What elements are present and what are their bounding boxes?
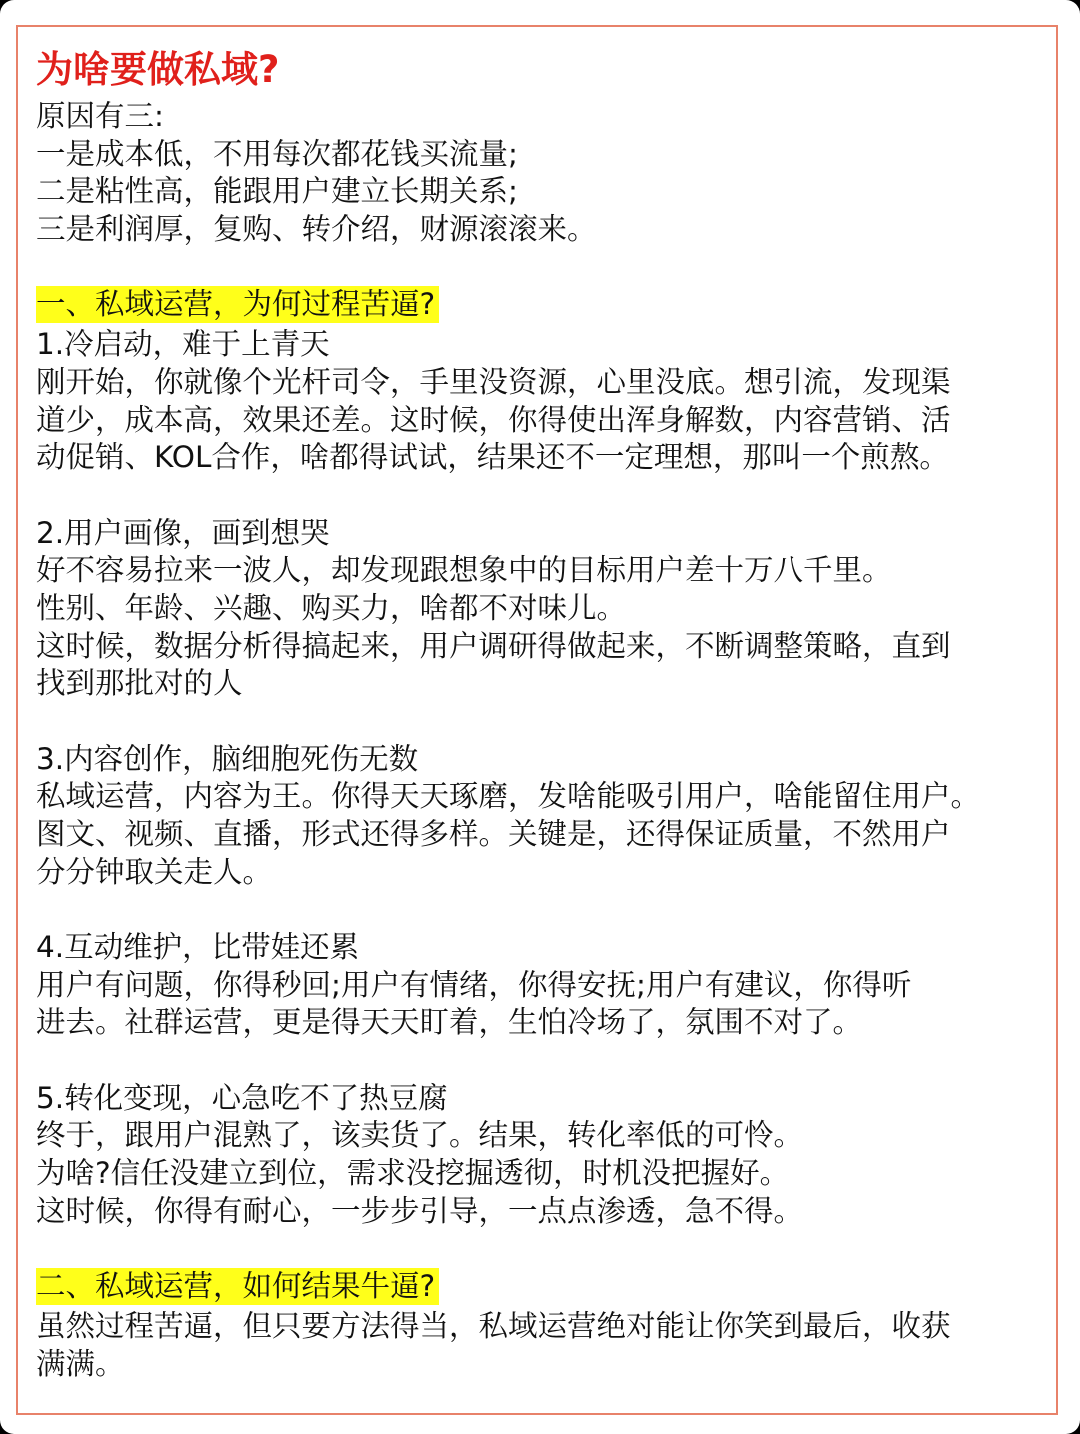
section2-line: 虽然过程苦逼，但只要方法得当，私域运营绝对能让你笑到最后，收获 (36, 1309, 951, 1344)
item-title: 3.内容创作，脑细胞死伤无数 (36, 741, 419, 776)
section1-heading: 一、私域运营，为何过程苦逼? (36, 286, 439, 323)
spacer (36, 248, 1036, 286)
article-body (36, 44, 1036, 1383)
item-line: 终于，跟用户混熟了，该卖货了。结果，转化率低的可怜。 (36, 1118, 804, 1153)
spacer (36, 477, 1036, 515)
article-title: 为啥要做私域? (36, 48, 280, 91)
intro-line: 二是粘性高，能跟用户建立长期关系; (36, 174, 518, 209)
section1-heading-wrap (36, 286, 1036, 326)
item-line: 这时候，你得有耐心，一步步引导，一点点渗透，急不得。 (36, 1193, 804, 1228)
spacer (36, 891, 1036, 929)
item-line: 好不容易拉来一波人，却发现跟想象中的目标用户差十万八千里。 (36, 553, 892, 588)
item-line: 刚开始，你就像个光杆司令，手里没资源，心里没底。想引流，发现渠 (36, 364, 951, 399)
item-line: 找到那批对的人 (36, 666, 243, 701)
section1-item-5 (36, 1080, 1036, 1230)
section1-item-3 (36, 741, 1036, 891)
item-line: 道少，成本高，效果还差。这时候，你得使出浑身解数，内容营销、活 (36, 402, 951, 437)
section2-line: 满满。 (36, 1346, 125, 1381)
item-line: 分分钟取关走人。 (36, 854, 273, 889)
item-title: 2.用户画像，画到想哭 (36, 515, 330, 550)
spacer (36, 1042, 1036, 1080)
item-line: 动促销、KOL合作，啥都得试试，结果还不一定理想，那叫一个煎熬。 (36, 440, 949, 475)
section2-heading-wrap (36, 1268, 1036, 1308)
item-line: 私域运营，内容为王。你得天天琢磨，发啥能吸引用户，啥能留住用户。 (36, 779, 981, 814)
item-title: 4.互动维护，比带娃还累 (36, 930, 360, 965)
intro-line: 一是成本低，不用每次都花钱买流量; (36, 136, 518, 171)
item-line: 为啥?信任没建立到位，需求没挖掘透彻，时机没把握好。 (36, 1156, 790, 1191)
item-line: 用户有问题，你得秒回;用户有情绪，你得安抚;用户有建议，你得听 (36, 967, 912, 1002)
section2-body (36, 1308, 1036, 1383)
section2-heading: 二、私域运营，如何结果牛逼? (36, 1268, 439, 1305)
intro-line: 原因有三: (36, 99, 164, 133)
section1-item-2 (36, 515, 1036, 703)
item-title: 1.冷启动，难于上青天 (36, 327, 330, 362)
spacer (36, 1230, 1036, 1268)
spacer (36, 703, 1036, 741)
item-line: 性别、年龄、兴趣、购买力，啥都不对味儿。 (36, 590, 627, 625)
item-line: 这时候，数据分析得搞起来，用户调研得做起来，不断调整策略，直到 (36, 628, 951, 663)
item-line: 进去。社群运营，更是得天天盯着，生怕冷场了，氛围不对了。 (36, 1005, 863, 1040)
intro-block (36, 98, 1036, 248)
item-line: 图文、视频、直播，形式还得多样。关键是，还得保证质量，不然用户 (36, 816, 951, 851)
section1-item-1 (36, 326, 1036, 476)
intro-line: 三是利润厚，复购、转介绍，财源滚滚来。 (36, 211, 597, 246)
section1-item-4 (36, 929, 1036, 1042)
item-title: 5.转化变现，心急吃不了热豆腐 (36, 1080, 448, 1115)
